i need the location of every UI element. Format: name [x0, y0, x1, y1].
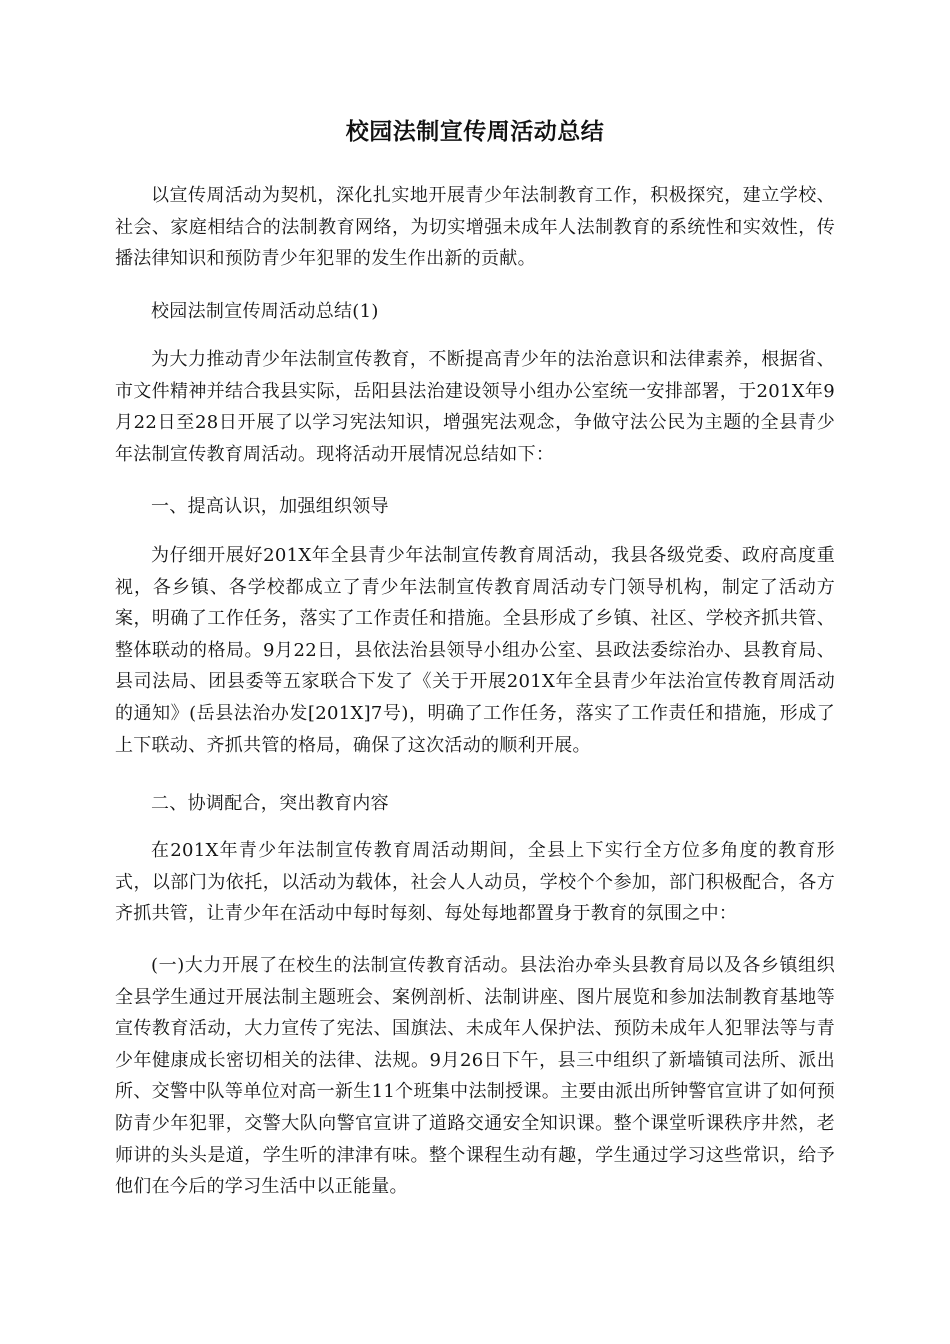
section-heading-2: 二、协调配合，突出教育内容	[151, 793, 389, 814]
body-paragraph-3: 在201X年青少年法制宣传教育周活动期间，全县上下实行全方位多角度的教育形式，以部门为依托，以活动为载体，社会人人动员，学校个个参加，部门积极配合，各方齐抓共管，让青少年在活动中每时每刻、每处每地都置身于教育的氛围之中：	[115, 840, 835, 925]
body-paragraph-4: (一)大力开展了在校生的法制宣传教育活动。县法治办牵头县教育局以及各乡镇组织全县学生通过开展法制主题班会、案例剖析、法制讲座、图片展览和参加法制教育基地等宣传教育活动，大力宣传了宪法、国旗法、未成年人保护法、预防未成年人犯罪法等与青少年健康成长密切相关的法律、法规。9月26日下午，县三中组织了新墙镇司法所、派出所、交警中队等单位对高一新生11个班集中法制授课。主要由派出所钟警官宣讲了如何预防青少年犯罪，交警大队向警官宣讲了道路交通安全知识课。整个课堂听课秩序井然，老师讲的头头是道，学生听的津津有味。整个课程生动有趣，学生通过学习这些常识，给予他们在今后的学习生活中以正能量。	[115, 955, 835, 1198]
intro-paragraph: 以宣传周活动为契机，深化扎实地开展青少年法制教育工作，积极探究，建立学校、社会、家庭相结合的法制教育网络，为切实增强未成年人法制教育的系统性和实效性，传播法律知识和预防青少年犯罪的发生作出新的贡献。	[115, 185, 835, 270]
document-title: 校园法制宣传周活动总结	[345, 119, 605, 145]
body-paragraph-2: 为仔细开展好201X年全县青少年法制宣传教育周活动，我县各级党委、政府高度重视，各乡镇、各学校都成立了青少年法制宣传教育周活动专门领导机构，制定了活动方案，明确了工作任务，落实了工作责任和措施。全县形成了乡镇、社区、学校齐抓共管、整体联动的格局。9月22日，县依法治县领导小组办公室、县政法委综治办、县教育局、县司法局、团县委等五家联合下发了《关于开展201X年全县青少年法治宣传教育周活动的通知》(岳县法治办发[201X]7号)，明确了工作任务，落实了工作责任和措施，形成了上下联动、齐抓共管的格局，确保了这次活动的顺利开展。	[115, 545, 835, 756]
section-subtitle: 校园法制宣传周活动总结(1)	[151, 301, 379, 322]
body-paragraph-1: 为大力推动青少年法制宣传教育，不断提高青少年的法治意识和法律素养，根据省、市文件精神并结合我县实际，岳阳县法治建设领导小组办公室统一安排部署，于201X年9月22日至28日开展了以学习宪法知识，增强宪法观念，争做守法公民为主题的全县青少年法制宣传教育周活动。现将活动开展情况总结如下：	[115, 349, 835, 465]
section-heading-1: 一、提高认识，加强组织领导	[151, 496, 389, 517]
